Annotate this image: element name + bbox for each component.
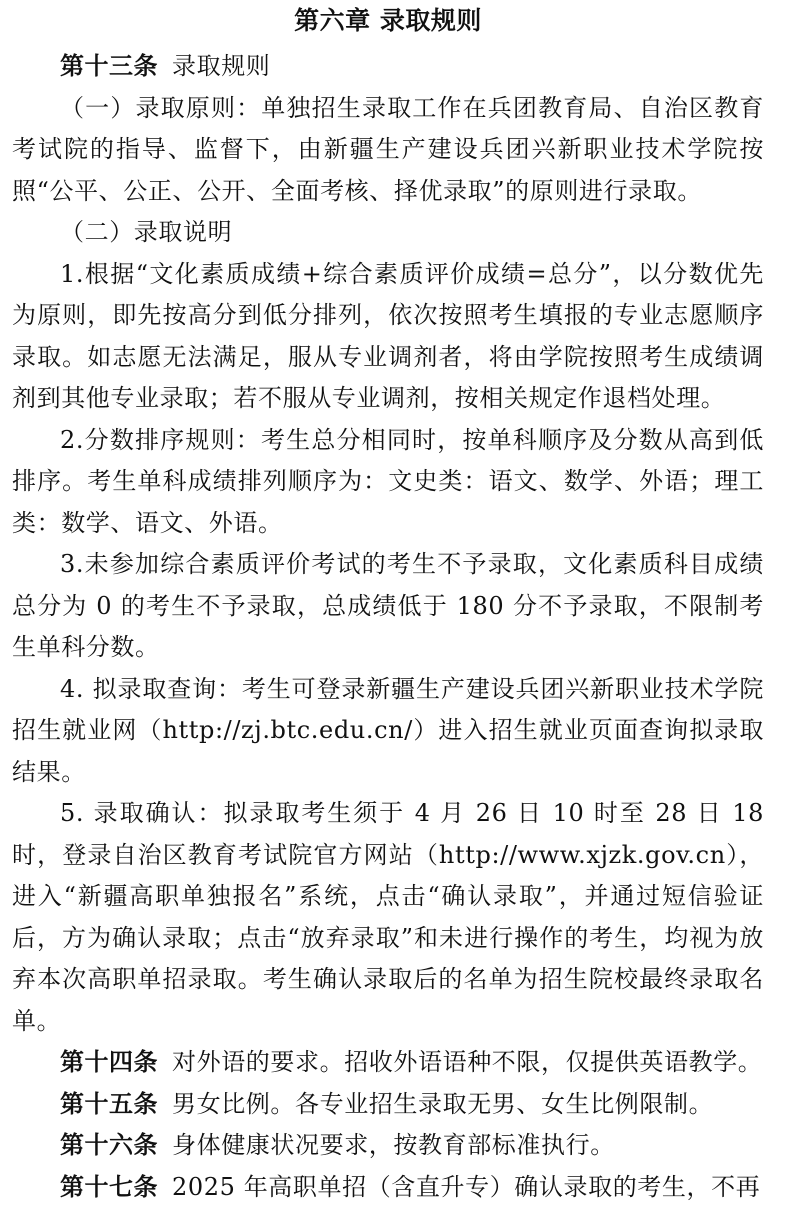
article-15-text: 男女比例。各专业招生录取无男、女生比例限制。 bbox=[172, 1089, 714, 1118]
article-16-heading: 第十六条 bbox=[60, 1131, 158, 1159]
article-17-text: 2025 年高职单招（含直升专）确认录取的考生，不再 bbox=[172, 1172, 761, 1201]
article-15-heading: 第十五条 bbox=[60, 1089, 158, 1118]
article-16-text: 身体健康状况要求，按教育部标准执行。 bbox=[172, 1131, 615, 1159]
article-14-heading: 第十四条 bbox=[60, 1048, 158, 1076]
admission-principle-paragraph: （一）录取原则：单独招生录取工作在兵团教育局、自治区教育考试院的指导、监督下，由新疆生产建设兵团兴新职业技术学院按照“公平、公正、公开、全面考核、择优录取”的原则进行录取。 bbox=[12, 93, 764, 205]
explanation-item-3: 3.未参加综合素质评价考试的考生不予录取，文化素质科目成绩总分为 0 的考生不予录取，总成绩低于 180 分不予录取，不限制考生单科分数。 bbox=[12, 550, 764, 661]
article-13-title: 录取规则 bbox=[172, 52, 271, 80]
article-17 bbox=[12, 1167, 764, 1209]
chapter-title: 第六章 录取规则 bbox=[294, 6, 482, 35]
explanation-item-1: 1.根据“文化素质成绩+综合素质评价成绩=总分”，以分数优先为原则，即先按高分到低分排列，依次按照考生填报的专业志愿顺序录取。如志愿无法满足，服从专业调剂者，将由学院按照考生成绩调剂到其他专业录取；若不服从专业调剂，按相关规定作退档处理。 bbox=[12, 259, 764, 412]
admission-explanation-title: （二）录取说明 bbox=[60, 218, 233, 246]
explanation-item-2: 2.分数排序规则：考生总分相同时，按单科顺序及分数从高到低排序。考生单科成绩排列顺序为：文史类：语文、数学、外语；理工类：数学、语文、外语。 bbox=[12, 425, 764, 537]
explanation-item-5: 5. 录取确认：拟录取考生须于 4 月 26 日 10 时至 28 日 18 时，登录自治区教育考试院官方网站（http://www.xjzk.gov.cn），进入“新疆高职单独报名”系统，点击“确认录取”，并通过短信验证后，方为确认录取；点击“放弃录取”和未进行操作的考生，均视为放弃本次高职单招录取。考生确认录取后的名单为招生院校最终录取名单。 bbox=[12, 799, 764, 1035]
explanation-item-4: 4. 拟录取查询：考生可登录新疆生产建设兵团兴新职业技术学院招生就业网（http://zj.btc.edu.cn/）进入招生就业页面查询拟录取结果。 bbox=[12, 674, 764, 786]
article-14-text: 对外语的要求。招收外语语种不限，仅提供英语教学。 bbox=[172, 1048, 763, 1076]
article-15 bbox=[12, 1084, 764, 1126]
article-14 bbox=[12, 1042, 764, 1084]
article-16 bbox=[12, 1125, 764, 1167]
article-13 bbox=[12, 46, 764, 88]
article-13-heading: 第十三条 bbox=[60, 52, 158, 80]
article-17-heading: 第十七条 bbox=[60, 1172, 158, 1201]
